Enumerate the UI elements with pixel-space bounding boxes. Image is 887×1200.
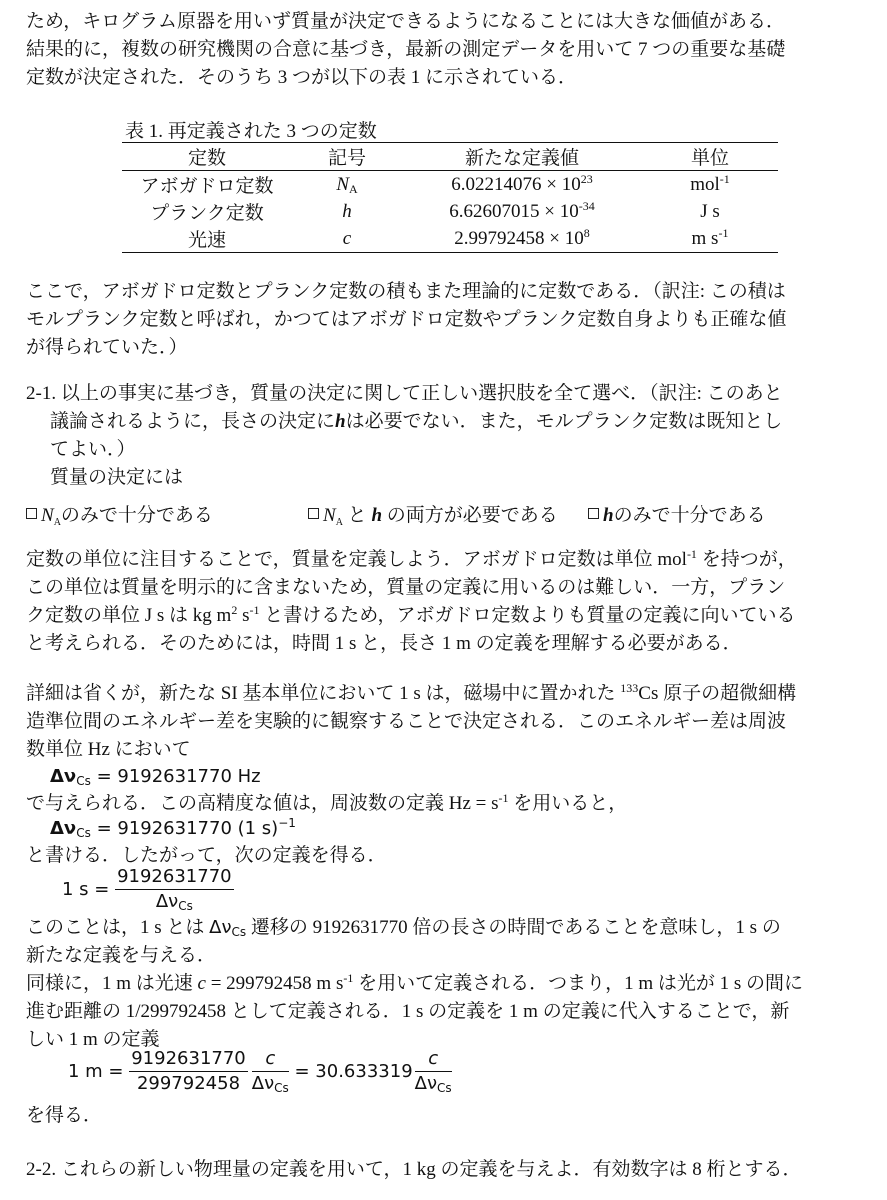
question-2-1 [26, 380, 876, 492]
text-line: 2-1. 以上の事実に基づき，質量の決定に関して正しい選択肢を全て選べ．（訳注: このあと [26, 383, 783, 404]
question-label: 2-1. [26, 383, 57, 404]
constant-unit: mol$^{-1}$ [690, 171, 730, 195]
text-block [26, 1102, 876, 1130]
constant-symbol: h [342, 200, 352, 222]
text-line: 定数が決定された．そのうち 3 つが以下の表 1 に示されている． [26, 67, 578, 88]
text-line: ここで，アボガドロ定数とプランク定数の積もまた理論的に定数である．（訳注: この積は [26, 281, 786, 302]
constant-value: $6.02214076 \times 10^{23}$ [451, 171, 593, 195]
constant-symbol: $N_A$ [336, 173, 358, 196]
table-header-row [122, 143, 778, 171]
checkbox-icon[interactable] [588, 508, 599, 519]
note-paragraph [26, 278, 876, 362]
text-line: で与えられる．この高精度な値は，周波数の定義 $Hz = s^{-1}$ を用いると， [26, 791, 628, 814]
text-block [26, 914, 876, 1054]
text-line: 造準位間のエネルギー差を実験的に観察することで決定される．このエネルギー差は周波 [26, 711, 787, 732]
checkbox-icon[interactable] [308, 508, 319, 519]
text-line: が得られていた．） [26, 337, 188, 358]
checkbox-icon[interactable] [26, 508, 37, 519]
constant-name: プランク定数 [150, 203, 264, 224]
question-2-2 [26, 1156, 876, 1184]
text-line: モルプランク定数と呼ばれ，かつてはアボガドロ定数やプランク定数自身よりも正確な値 [26, 309, 787, 330]
column-header: 単位 [642, 143, 778, 171]
table-row [122, 198, 778, 225]
constant-value: $6.62607015 \times 10^{-34}$ [449, 198, 595, 222]
column-header: 新たな定義値 [402, 143, 642, 171]
text-line: 同様に，1 m は光速 c = 299792458 m $s^{-1}$ を用いて定義される．つまり，1 m は光が 1 s の間に [26, 971, 804, 994]
text-line: を得る． [26, 1105, 103, 1126]
constant-value: $2.99792458 \times 10^8$ [402, 225, 642, 253]
fraction: $\frac{9192631770}{299792458}$ [131, 1048, 246, 1094]
constant-unit: m $s^{-1}$ [642, 225, 778, 253]
fraction: $\frac{c}{\Delta\nu_{Cs}}$ [414, 1048, 452, 1095]
constant-name: アボガドロ定数 [140, 176, 274, 197]
text-line: 進む距離の 1/299792458 として定義される．1 s の定義を 1 m の定義に代入することで，新 [26, 1001, 790, 1022]
text-line: 新たな定義を与える． [26, 945, 217, 966]
text-line: このことは，1 s とは $\Delta\nu_{Cs}$ 遷移の 9192631770 倍の長さの時間であることを意味し，1 s の [26, 917, 781, 939]
text-line: 結果的に，複数の研究機関の合意に基づき，最新の測定データを用いて 7 つの重要な基礎 [26, 39, 786, 60]
equation-1: $\Delta\nu_{Cs} = 9192631770$ Hz [50, 766, 261, 788]
equation-3: 1 s = $\frac{9192631770}{\Delta\nu_{Cs}}$ [62, 866, 232, 913]
column-header: 定数 [122, 143, 292, 171]
constant-symbol: c [292, 225, 402, 253]
text-line: 数単位 Hz において [26, 739, 191, 760]
text-line: この単位は質量を明示的に含まないため，質量の定義に用いるのは難しい．一方，プラン [26, 577, 786, 598]
equation-2: $\Delta\nu_{Cs} = 9192631770$ (1 s)$^{-1}$ [50, 816, 296, 840]
constant-unit: J s [700, 200, 720, 222]
fraction: $\frac{9192631770}{\Delta\nu_{Cs}}$ [117, 866, 232, 913]
text-line: ため，キログラム原器を用いず質量が決定できるようになることには大きな価値がある． [26, 11, 786, 32]
table-row [122, 171, 778, 199]
si-definition-paragraph [26, 680, 876, 764]
constants-table [122, 142, 778, 253]
column-header: 記号 [292, 143, 402, 171]
text-line: 2-2. これらの新しい物理量の定義を用いて，1 kg の定義を与えよ．有効数字は 8 桁とする． [26, 1159, 802, 1180]
text-line: 定数の単位に注目することで，質量を定義しよう．アボガドロ定数は単位 mol$^{-1}$ を持つが， [26, 547, 797, 570]
text-line: 質量の決定には [50, 467, 184, 488]
text-line: しい 1 m の定義 [26, 1029, 160, 1050]
text-line: 議論されるように，長さの決定にhは必要でない．また，モルプランク定数は既知とし [50, 411, 783, 432]
text-line: てよい．） [50, 439, 136, 460]
choice-list [26, 500, 876, 530]
fraction: $\frac{c}{\Delta\nu_{Cs}}$ [251, 1048, 289, 1095]
equation-4: 1 m = $\frac{9192631770}{299792458}$ $\frac{c}{\Delta\nu_{Cs}}$ = 30.633319 $\frac{c}{\Delta\nu_{Cs}}$ [68, 1048, 452, 1095]
intro-paragraph [26, 8, 876, 92]
text-line: と考えられる．そのためには，時間 1 s と，長さ 1 m の定義を理解する必要がある． [26, 633, 742, 654]
units-paragraph [26, 546, 876, 658]
choice-h-only[interactable]: hのみで十分である [588, 500, 766, 527]
table-row [122, 225, 778, 253]
choice-na-only[interactable]: $N_A$のみで十分である [26, 500, 213, 528]
text-line: 詳細は省くが，新たな SI 基本単位において 1 s は，磁場中に置かれた $^{133}$Cs 原子の超微細構 [26, 681, 797, 704]
choice-na-and-h[interactable]: $N_A$ と h の両方が必要である [308, 500, 558, 528]
table-caption: 表 1. 再定義された 3 つの定数 [125, 121, 377, 142]
text-block [26, 790, 876, 818]
constant-name: 光速 [122, 225, 292, 253]
text-line: と書ける．したがって，次の定義を得る． [26, 845, 387, 866]
text-line: ク定数の単位 J s は kg $m^2$ $s^{-1}$ と書けるため，アボガドロ定数よりも質量の定義に向いている [26, 603, 796, 626]
